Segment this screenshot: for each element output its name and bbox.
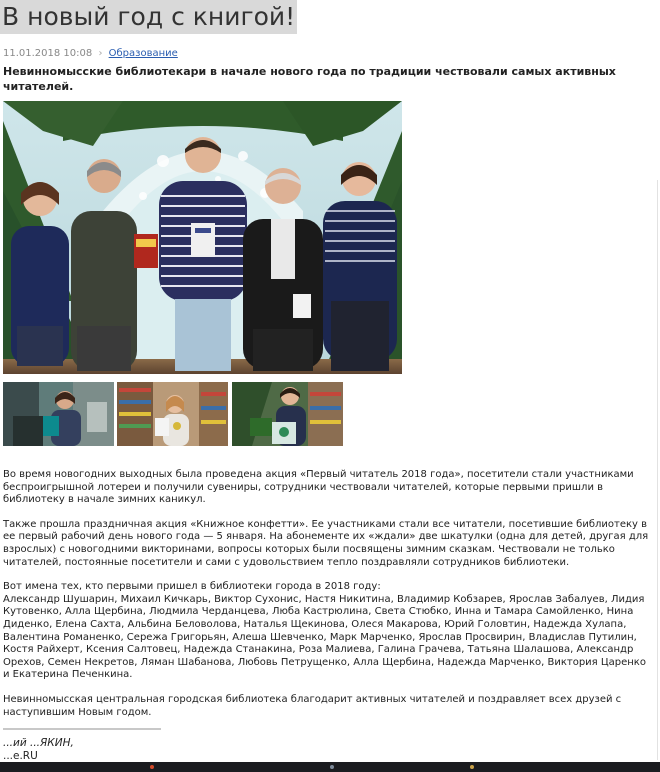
- main-photo-image: [3, 101, 402, 374]
- thumbnail-1[interactable]: [3, 382, 114, 446]
- breadcrumb-separator: ›: [98, 48, 103, 59]
- source-site: ...e.RU: [3, 750, 38, 762]
- paragraph-2: Также прошла праздничная акция «Книжное конфетти». Ее участниками стали все читатели, посетившие библиотеку в ее первый рабочий день нового года — 5 января. На абонементе их «ждали» две шкатулки (одна для детей, другая для взрослых) с новогодними викторинами, вопросы которых были посвящены зимним сказкам. Чествовали не только читателей, постоянные посетители и сами с удовольствием тепло поздравляли сотрудников библиотеки.: [3, 518, 649, 568]
- paragraph-3: Вот имена тех, кто первыми пришел в библиотеки города в 2018 году: Александр Шушарин, Михаил Кичкарь, Виктор Сухонис, Настя Никитина, Владимир Кобзарев, Ярослав Забалуев, Лидия Кутовенко, Алла Щербина, Людмила Черданцева, Люба Кастрюлина, Света Стюбко, Инна и Тамара Самойленко, Нина Диденко, Елена Сахта, Альбина Беловолова, Наталья Щекинова, Олеся Макарова, Юрий Головтин, Надежда Хулапа, Валентина Романенко, Сережа Григорьян, Алеша Шевченко, Марк Марченко, Ярослав Просвирин, Владислав Путилин, Костя Райхерт, Ксения Салтовец, Надежда Станакина, Роза Малиева, Галина Грачева, Татьяна Шалашова, Александр Орехов, Семен Некретов, Ляман Шабанова, Любовь Петрущенко, Алла Щербина, Надежда Марченко, Виктория Царенко и Екатерина Печенкина.: [3, 581, 646, 681]
- publish-date: 11.01.2018 10:08: [3, 48, 93, 59]
- bottom-bar-dot: [150, 765, 154, 769]
- article-lead: Невинномысские библиотекари в начале нового года по традиции чествовали самых активных читателей.: [3, 65, 616, 93]
- thumbnail-2[interactable]: [117, 382, 228, 446]
- paragraph-4: Невинномысская центральная городская библиотека благодарит активных читателей и поздравляет всех друзей с наступившим Новым годом.: [3, 693, 622, 718]
- right-divider: [657, 180, 658, 760]
- thumbnail-3-image: [232, 382, 343, 446]
- thumbnail-2-image: [117, 382, 228, 446]
- bottom-bar-dot: [330, 765, 334, 769]
- author-name: ...ий ...ЯКИН,: [3, 737, 74, 749]
- title-wrap: [0, 0, 297, 34]
- main-photo[interactable]: [3, 101, 402, 374]
- category-link[interactable]: Образование: [108, 48, 178, 59]
- signature-divider: [3, 728, 161, 730]
- article-meta: [3, 48, 178, 59]
- bottom-bar: [0, 762, 660, 772]
- page-title: В новый год с книгой!: [0, 0, 297, 34]
- paragraph-1: Во время новогодних выходных была проведена акция «Первый читатель 2018 года», посетители стали участниками беспроигрышной лотереи и получили сувениры, сотрудники чествовали читателей, которые первыми пришли в библиотеку в начале зимних каникул.: [3, 469, 634, 506]
- thumbnail-1-image: [3, 382, 114, 446]
- bottom-bar-dot: [470, 765, 474, 769]
- thumbnail-3[interactable]: [232, 382, 343, 446]
- article-body: [3, 469, 655, 731]
